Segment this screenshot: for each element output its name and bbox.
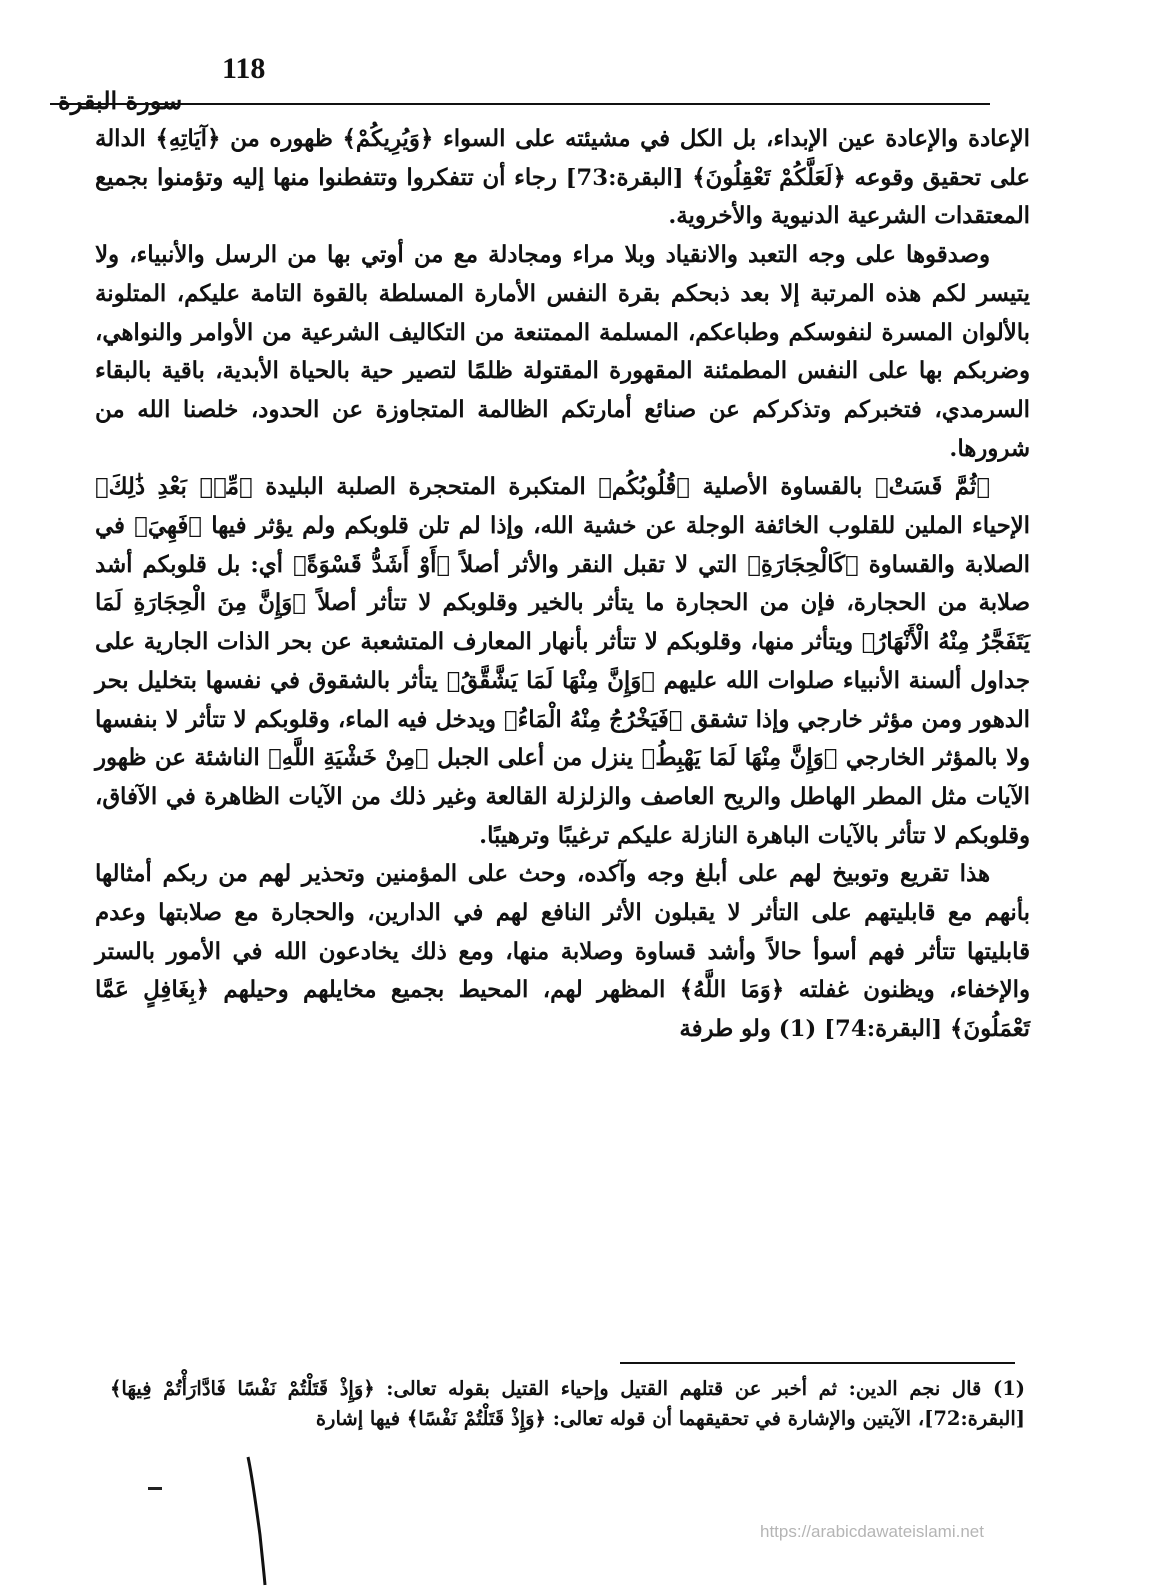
paragraph: هذا تقريع وتوبيخ لهم على أبلغ وجه وآكده، وحث على المؤمنين وتحذير لهم من ربكم أمثالها بأنهم مع قابليتهم على التأثر لا يقبلون الأثر النافع لهم في الدارين، والحجارة مع صلابتها وعدم قابليتها تتأثر فهم أسوأ حالاً وأشد قساوة وصلابة منها، ومع ذلك يخادعون الله في الأمور بالستر والإخفاء، ويظنون غفلته ﴿وَمَا اللَّهُ﴾ المظهر لهم، المحيط بجميع مخايلهم وحيلهم ﴿بِغَافِلٍ عَمَّا تَعْمَلُونَ﴾ [البقرة:74] (1) ولو طرفة: [95, 861, 1030, 1043]
footnote-text: (1) قال نجم الدين: ثم أخبر عن قتلهم القتيل وإحياء القتيل بقوله تعالى: ﴿وَإِذْ قَتَلْتُمْ نَفْسًا فَادَّارَأْتُمْ فِيهَا﴾ [البقرة:72]، الآيتين والإشارة في تحقيقهما أن قوله تعالى: ﴿وَإِذْ قَتَلْتُمْ نَفْسًا﴾ فيها إشارة: [110, 1377, 1025, 1430]
page-number: 118: [222, 52, 266, 85]
surah-title: سورة البقرة: [58, 86, 183, 115]
pen-mark: [240, 1455, 280, 1586]
footnote-separator: [620, 1362, 1015, 1364]
paragraph: ﴿ثُمَّ قَسَتْ﴾ بالقساوة الأصلية ﴿قُلُوبُكُم﴾ المتكبرة المتحجرة الصلبة البليدة ﴿مِّنۢ بَعْدِ ذَٰلِكَ﴾ الإحياء الملين للقلوب الخائفة الوجلة عن خشية الله، وإذا لم تلن قلوبكم ولم يؤثر فيها ﴿فَهِيَ﴾ في الصلابة والقساوة ﴿كَالْحِجَارَةِ﴾ التي لا تقبل النقر والأثر أصلاً ﴿أَوْ أَشَدُّ قَسْوَةً﴾ أي: بل قلوبكم أشد صلابة من الحجارة، فإن من الحجارة ما يتأثر بالخير وقلوبكم لا تتأثر أصلاً ﴿وَإِنَّ مِنَ الْحِجَارَةِ لَمَا يَتَفَجَّرُ مِنْهُ الْأَنْهَارُ﴾ ويتأثر منها، وقلوبكم لا تتأثر بأنهار المعارف المتشعبة عن بحر الذات الجارية على جداول ألسنة الأنبياء صلوات الله عليهم ﴿وَإِنَّ مِنْهَا لَمَا يَشَّقَّقُ﴾ يتأثر بالشقوق في نفسها بتخليل بحر الدهور ومن مؤثر خارجي وإذا تشقق ﴿فَيَخْرُجُ مِنْهُ الْمَاءُ﴾ ويدخل فيه الماء، وقلوبكم لا تتأثر لا بنفسها ولا بالمؤثر الخارجي ﴿وَإِنَّ مِنْهَا لَمَا يَهْبِطُ﴾ ينزل من أعلى الجبل ﴿مِنْ خَشْيَةِ اللَّهِ﴾ الناشئة عن ظهور الآيات مثل المطر الهاطل والريح العاصف والزلزلة القالعة وغير ذلك من الآيات الظاهرة في الآفاق، وقلوبكم لا تتأثر بالآيات الباهرة النازلة عليكم ترغيبًا وترهيبًا.: [95, 474, 1030, 849]
footnote: [110, 1374, 1025, 1434]
watermark: https://arabicdawateislami.net: [760, 1522, 984, 1541]
paragraph: وصدقوها على وجه التعبد والانقياد وبلا مراء ومجادلة مع من أوتي بها من الرسل والأنبياء، ولا يتيسر لكم هذه المرتبة إلا بعد ذبحكم بقرة النفس الأمارة المسلطة بالقوة التامة عليكم، المتلونة بالألوان المسرة لنفوسكم وطباعكم، المسلمة الممتنعة من التكاليف الشرعية من الأوامر والنواهي، وضربكم بها على النفس المطمئنة المقهورة المقتولة ظلمًا لتصير حية بالحياة الأبدية، باقية بالبقاء السرمدي، فتخبركم وتذكركم عن صنائع أمارتكم الظالمة المتجاوزة عن الحدود، خلصنا الله من شرورها.: [95, 242, 1030, 462]
paragraph: الإعادة والإعادة عين الإبداء، بل الكل في مشيئته على السواء ﴿وَيُرِيكُمْ﴾ ظهوره من ﴿آيَاتِهِ﴾ الدالة على تحقيق وقوعه ﴿لَعَلَّكُمْ تَعْقِلُونَ﴾ [البقرة:73] رجاء أن تتفكروا وتتفطنوا منها إليه وتؤمنوا بجميع المعتقدات الشرعية الدنيوية والأخروية.: [95, 126, 1030, 230]
header-rule: [50, 103, 990, 105]
dash-mark: [148, 1487, 162, 1490]
body-text: [95, 120, 1030, 1049]
